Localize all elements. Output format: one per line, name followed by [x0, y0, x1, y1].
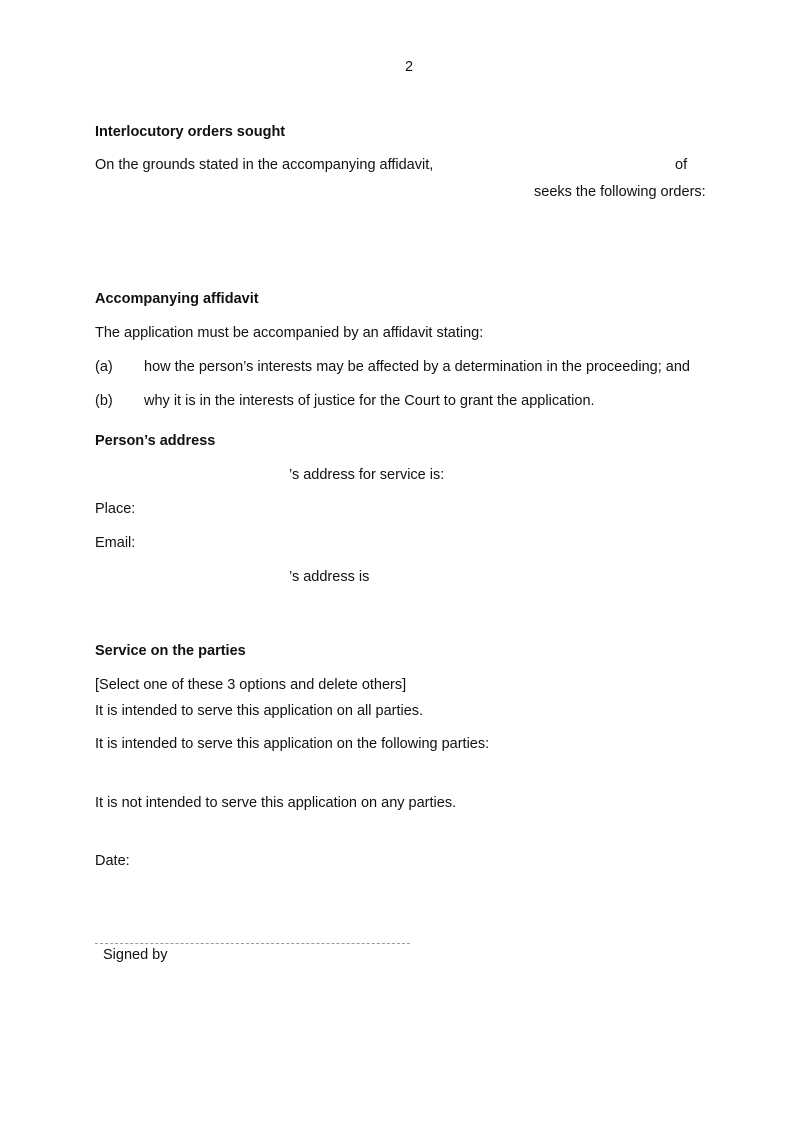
place-label: Place: — [95, 501, 136, 517]
affidavit-item-text-b: why it is in the interests of justice for the Court to grant the application. — [144, 393, 595, 409]
signature-line — [95, 943, 410, 944]
accompanying-affidavit-heading: Accompanying affidavit — [95, 291, 259, 307]
service-option-following-parties: It is intended to serve this application on the following parties: — [95, 736, 490, 752]
affidavit-item-marker-b: (b) — [95, 393, 113, 409]
email-label: Email: — [95, 535, 136, 551]
affidavit-item-marker-a: (a) — [95, 359, 113, 375]
persons-address-heading: Person’s address — [95, 433, 216, 449]
address-is-text: ’s address is — [289, 569, 370, 585]
seeks-orders-text: seeks the following orders: — [534, 184, 706, 200]
interlocutory-orders-heading: Interlocutory orders sought — [95, 124, 286, 140]
service-on-parties-heading: Service on the parties — [95, 643, 246, 659]
service-option-no-parties: It is not intended to serve this application on any parties. — [95, 795, 457, 811]
grounds-statement-of: of — [675, 157, 688, 173]
service-option-all-parties: It is intended to serve this application on all parties. — [95, 703, 424, 719]
grounds-statement-prefix: On the grounds stated in the accompanying affidavit, — [95, 157, 434, 173]
date-label: Date: — [95, 853, 130, 869]
service-instruction: [Select one of these 3 options and delete others] — [95, 677, 407, 693]
affidavit-intro: The application must be accompanied by an affidavit stating: — [95, 325, 484, 341]
signed-by-label: Signed by — [103, 947, 168, 963]
affidavit-item-text-a: how the person’s interests may be affected by a determination in the proceeding; and — [144, 359, 690, 375]
address-for-service-text: ’s address for service is: — [289, 467, 445, 483]
page-number: 2 — [404, 59, 414, 75]
